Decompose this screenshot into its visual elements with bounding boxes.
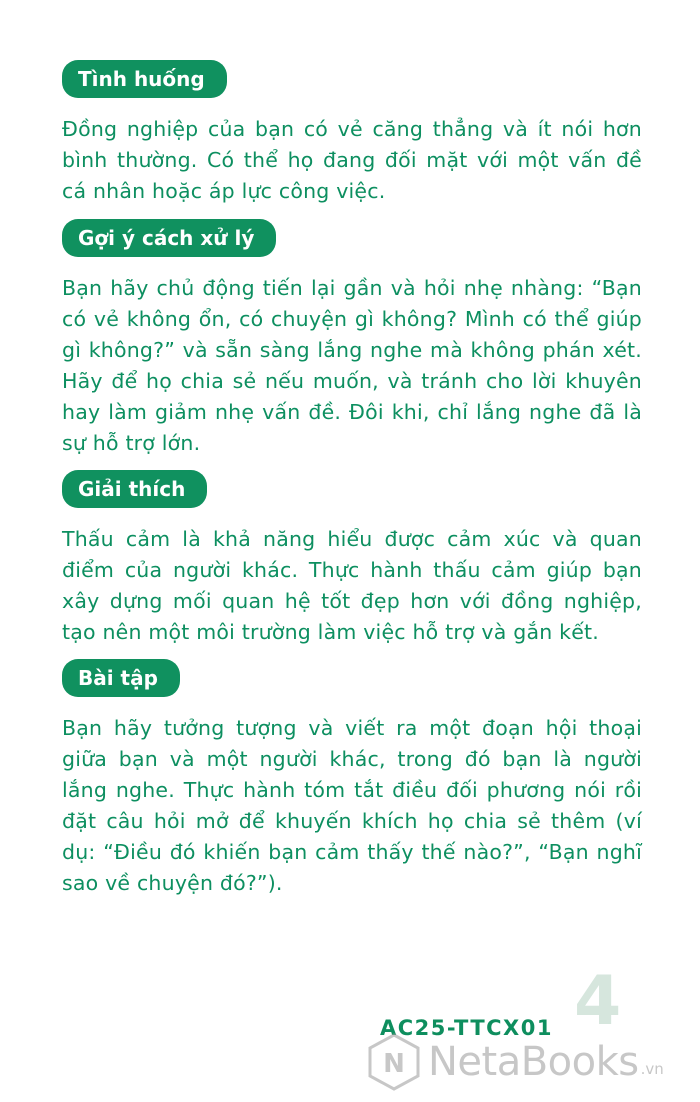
heading-situation: Tình huống (62, 60, 227, 98)
text-situation: Đồng nghiệp của bạn có vẻ căng thẳng và ít nói hơn bình thường. Có thể họ đang đối mặt với một vấn đề cá nhân hoặc áp lực công việc. (62, 117, 642, 203)
heading-suggestion: Gợi ý cách xử lý (62, 219, 276, 257)
watermark (366, 1030, 696, 1094)
section-exercise (62, 659, 642, 899)
watermark-text: NetaBooks (428, 1039, 639, 1085)
text-exercise: Bạn hãy tưởng tượng và viết ra một đoạn hội thoại giữa bạn và một người khác, trong đó bạn là người lắng nghe. Thực hành tóm tắt điều đối phương nói rồi đặt câu hỏi mở để khuyến khích họ chia sẻ thêm (ví dụ: “Điều đó khiến bạn cảm thấy thế nào?”, “Bạn nghĩ sao về chuyện đó?”). (62, 716, 642, 895)
section-situation (62, 60, 642, 207)
section-explanation (62, 470, 642, 648)
heading-exercise: Bài tập (62, 659, 180, 697)
heading-explanation: Giải thích (62, 470, 207, 508)
section-suggestion (62, 219, 642, 459)
watermark-suffix: .vn (640, 1060, 664, 1078)
svg-text:N: N (383, 1049, 405, 1079)
text-suggestion: Bạn hãy chủ động tiến lại gần và hỏi nhẹ nhàng: “Bạn có vẻ không ổn, có chuyện gì không? Mình có thể giúp gì không?” và sẵn sàng lắng nghe mà không phán xét. Hãy để họ chia sẻ nếu muốn, và tránh cho lời khuyên hay làm giảm nhẹ vấn đề. Đôi khi, chỉ lắng nghe đã là sự hỗ trợ lớn. (62, 276, 642, 455)
text-explanation: Thấu cảm là khả năng hiểu được cảm xúc và quan điểm của người khác. Thực hành thấu cảm giúp bạn xây dựng mối quan hệ tốt đẹp hơn với đồng nghiệp, tạo nên một môi trường làm việc hỗ trợ và gắn kết. (62, 527, 642, 644)
page-number: 4 (574, 962, 622, 1041)
netabooks-logo-icon (366, 1032, 422, 1092)
document-code: AC25-TTCX01 (380, 1016, 553, 1040)
